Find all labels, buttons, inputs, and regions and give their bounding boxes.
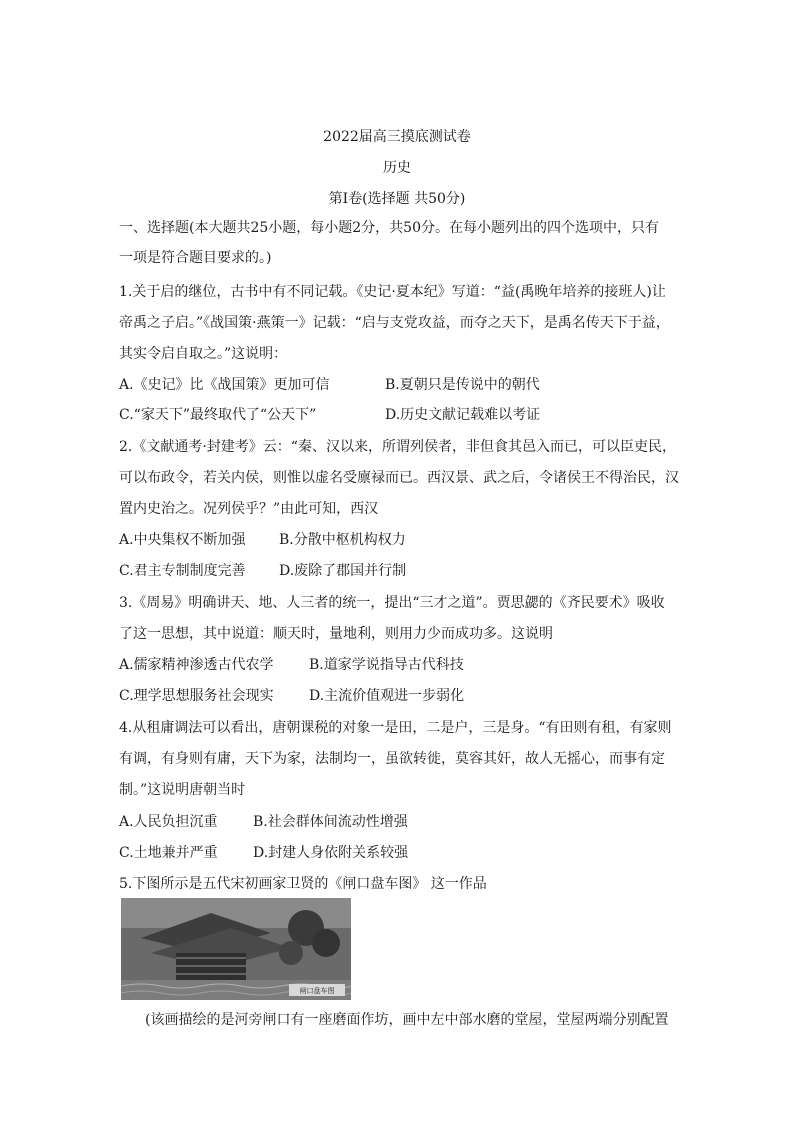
section-title: 第Ⅰ卷(选择题 共50分)	[328, 191, 466, 207]
question-1-stem: 1.关于启的继位，古书中有不同记载。《史记·夏本纪》写道：“益(禹晚年培养的接班人)让	[119, 284, 666, 300]
question-2-stem: 2.《文献通考·封建考》云：“秦、汉以来，所谓列侯者，非但食其邑入而已，可以臣吏民，	[119, 439, 676, 455]
painting-illustration	[121, 898, 351, 1000]
question-1-option-c[interactable]: C.“家天下”最终取代了“公天下”	[119, 407, 317, 423]
question-2-option-d[interactable]: D.废除了郡国并行制	[279, 563, 407, 579]
painting-seal-text: 闸口盘车图	[299, 987, 335, 995]
question-3-option-b[interactable]: B.道家学说指导古代科技	[309, 657, 464, 673]
question-4-option-d[interactable]: D.封建人身依附关系较强	[253, 845, 409, 861]
question-3-option-d[interactable]: D.主流价值观进一步弱化	[309, 688, 465, 704]
question-1-option-d[interactable]: D.历史文献记载难以考证	[385, 407, 541, 423]
exam-title: 2022届高三摸底测试卷	[323, 129, 471, 145]
question-4-option-b[interactable]: B.社会群体间流动性增强	[253, 814, 408, 830]
question-2-option-a[interactable]: A.中央集权不断加强	[119, 532, 246, 548]
question-5-stem: 5.下图所示是五代宋初画家卫贤的《闸口盘车图》 这一作品	[119, 876, 487, 892]
instructions-line: 一项是符合题目要求的。)	[119, 250, 272, 266]
painting-figure	[121, 898, 351, 1000]
question-4-option-c[interactable]: C.土地兼并严重	[119, 845, 218, 861]
question-2-option-b[interactable]: B.分散中枢机构权力	[279, 532, 406, 548]
question-4-stem: 制。”这说明唐朝当时	[119, 782, 246, 798]
question-3-option-c[interactable]: C.理学思想服务社会现实	[119, 688, 274, 704]
question-3-stem: 了这一思想，其中说道：顺天时，量地利，则用力少而成功多。这说明	[119, 626, 553, 642]
question-4-option-a[interactable]: A.人民负担沉重	[119, 814, 218, 830]
question-2-stem: 可以布政令，若关内侯，则惟以虚名受廪禄而已。西汉景、武之后，令诸侯王不得治民，汉	[119, 470, 679, 486]
question-4-stem: 有调，有身则有庸，天下为家，法制均一，虽欲转徙，莫容其奸，故人无摇心，而事有定	[119, 751, 665, 767]
question-2-stem: 置内史治之。况列侯乎？”由此可知，西汉	[119, 501, 379, 517]
question-4-stem: 4.从租庸调法可以看出，唐朝课税的对象一是田，二是户，三是身。“有田则有租，有家则	[119, 720, 672, 736]
question-1-option-a[interactable]: A.《史记》比《战国策》更加可信	[119, 377, 330, 393]
question-2-option-c[interactable]: C.君主专制制度完善	[119, 563, 246, 579]
question-1-stem: 其实令启自取之。”这说明：	[119, 346, 288, 362]
question-1-stem: 帝禹之子启。”《战国策·燕策一》记载：“启与支党攻益，而夺之天下，是禹名传天下于益，	[119, 315, 670, 331]
subject-title: 历史	[383, 160, 411, 176]
instructions-line: 一、选择题(本大题共25小题，每小题2分，共50分。在每小题列出的四个选项中，只有	[119, 220, 659, 236]
question-5-caption: (该画描绘的是河旁闸口有一座磨面作坊，画中左中部水磨的堂屋，堂屋两端分别配置	[145, 1012, 669, 1028]
question-3-option-a[interactable]: A.儒家精神渗透古代农学	[119, 657, 274, 673]
question-1-option-b[interactable]: B.夏朝只是传说中的朝代	[385, 377, 540, 393]
question-3-stem: 3.《周易》明确讲天、地、人三者的统一，提出“三才之道”。贾思勰的《齐民要术》吸收	[119, 595, 665, 611]
